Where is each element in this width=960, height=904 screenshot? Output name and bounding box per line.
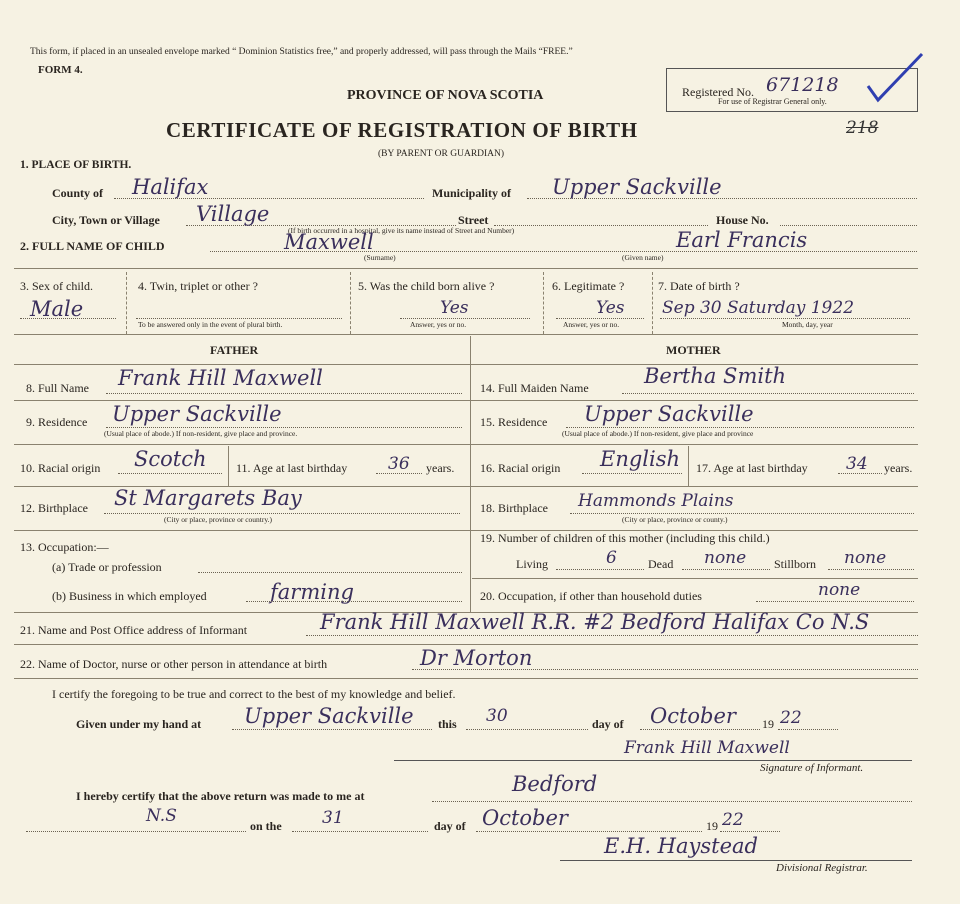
dob-label: 7. Date of birth ? bbox=[658, 279, 740, 293]
mother-name-label: 14. Full Maiden Name bbox=[480, 381, 589, 395]
registered-number: 671218 bbox=[766, 74, 839, 96]
certify-month: October bbox=[650, 704, 736, 728]
father-heading: FATHER bbox=[210, 343, 259, 357]
father-birthplace: St Margarets Bay bbox=[114, 486, 302, 510]
mother-occupation: none bbox=[818, 580, 861, 600]
trade-label: (a) Trade or profession bbox=[52, 560, 162, 574]
twin-label: 4. Twin, triplet or other ? bbox=[138, 279, 258, 293]
living-value: 6 bbox=[606, 548, 617, 568]
father-birthplace-note: (City or place, province or country.) bbox=[164, 515, 273, 524]
business-label: (b) Business in which employed bbox=[52, 589, 207, 603]
county-value: Halifax bbox=[132, 175, 209, 199]
registrar-use-note: For use of Registrar General only. bbox=[718, 97, 827, 106]
informant-signature: Frank Hill Maxwell bbox=[624, 738, 790, 758]
mother-name: Bertha Smith bbox=[644, 364, 787, 388]
stillborn-value: none bbox=[844, 548, 887, 568]
street-label: Street bbox=[458, 213, 489, 227]
child-surname: Maxwell bbox=[284, 230, 374, 254]
living-label: Living bbox=[516, 557, 548, 571]
hospital-note: (If birth occurred in a hospital, give its name instead of Street and Number) bbox=[288, 226, 515, 235]
born-alive-note: Answer, yes or no. bbox=[410, 320, 467, 329]
father-age: 36 bbox=[388, 454, 410, 474]
dead-label: Dead bbox=[648, 557, 674, 571]
registrar-year: 22 bbox=[722, 810, 744, 830]
father-name-label: 8. Full Name bbox=[26, 381, 89, 395]
father-birthplace-label: 12. Birthplace bbox=[20, 501, 88, 515]
stillborn-label: Stillborn bbox=[774, 557, 817, 571]
this-label: this bbox=[438, 717, 457, 731]
page-title: CERTIFICATE OF REGISTRATION OF BIRTH bbox=[166, 118, 638, 142]
mother-racial: English bbox=[600, 447, 681, 471]
sex-value: Male bbox=[30, 297, 84, 321]
mother-years-label: years. bbox=[884, 461, 913, 475]
day-of-label: day of bbox=[592, 717, 624, 731]
legitimate-label: 6. Legitimate ? bbox=[552, 279, 625, 293]
registrar-month: October bbox=[482, 806, 568, 830]
business-value: farming bbox=[270, 580, 354, 604]
county-label: County of bbox=[52, 186, 104, 200]
occupation-heading: 13. Occupation:— bbox=[20, 540, 109, 554]
mother-racial-label: 16. Racial origin bbox=[480, 461, 561, 475]
registrar-statement: I hereby certify that the above return was made to me at bbox=[76, 789, 365, 803]
certify-day: 30 bbox=[486, 706, 508, 726]
mother-birthplace-note: (City or place, province or county.) bbox=[622, 515, 728, 524]
dob-note: Month, day, year bbox=[782, 320, 833, 329]
place-of-birth-heading: 1. PLACE OF BIRTH. bbox=[20, 159, 132, 171]
father-name: Frank Hill Maxwell bbox=[118, 366, 323, 390]
mother-heading: MOTHER bbox=[666, 343, 721, 357]
certify-year: 22 bbox=[780, 708, 802, 728]
certify-year-prefix: 19 bbox=[762, 717, 774, 731]
child-given-name: Earl Francis bbox=[676, 228, 808, 252]
mother-birthplace: Hammonds Plains bbox=[578, 491, 734, 511]
check-mark-icon bbox=[860, 50, 930, 110]
signature-caption: Signature of Informant. bbox=[760, 762, 864, 774]
given-name-caption: (Given name) bbox=[622, 253, 664, 262]
doctor-value: Dr Morton bbox=[420, 646, 533, 670]
mother-age-label: 17. Age at last birthday bbox=[696, 461, 808, 475]
father-residence-note: (Usual place of abode.) If non-resident, give place and province. bbox=[104, 429, 298, 438]
province-heading: PROVINCE OF NOVA SCOTIA bbox=[347, 88, 544, 103]
struck-number: 218 bbox=[846, 118, 879, 138]
born-alive-label: 5. Was the child born alive ? bbox=[358, 279, 495, 293]
registrar-place: Bedford bbox=[512, 772, 598, 796]
twin-note: To be answered only in the event of plural birth. bbox=[138, 320, 283, 329]
registered-label: Registered No. bbox=[682, 85, 754, 99]
city-value: Village bbox=[196, 202, 270, 226]
born-alive-value: Yes bbox=[440, 298, 469, 318]
registrar-day-of-label: day of bbox=[434, 819, 466, 833]
child-name-label: 2. FULL NAME OF CHILD bbox=[20, 239, 165, 253]
mother-age: 34 bbox=[846, 454, 868, 474]
city-label: City, Town or Village bbox=[52, 213, 160, 227]
father-racial: Scotch bbox=[134, 447, 207, 471]
municipality-value: Upper Sackville bbox=[552, 175, 722, 199]
on-the-label: on the bbox=[250, 819, 282, 833]
legitimate-note: Answer, yes or no. bbox=[563, 320, 620, 329]
mother-birthplace-label: 18. Birthplace bbox=[480, 501, 548, 515]
registrar-day: 31 bbox=[322, 808, 344, 828]
father-residence: Upper Sackville bbox=[112, 402, 282, 426]
form-number: FORM 4. bbox=[38, 64, 83, 76]
given-label: Given under my hand at bbox=[76, 717, 202, 731]
house-number-label: House No. bbox=[716, 213, 769, 227]
sex-label: 3. Sex of child. bbox=[20, 279, 93, 293]
father-residence-label: 9. Residence bbox=[26, 415, 88, 429]
registrar-province: N.S bbox=[146, 806, 177, 826]
mail-notice: This form, if placed in an unsealed envelope marked “ Dominion Statistics free,” and properly addressed, will pass through the Mails “FREE.” bbox=[30, 47, 573, 57]
dead-value: none bbox=[704, 548, 747, 568]
father-years-label: years. bbox=[426, 461, 455, 475]
mother-residence-label: 15. Residence bbox=[480, 415, 548, 429]
doctor-label: 22. Name of Doctor, nurse or other person in attendance at birth bbox=[20, 657, 328, 671]
informant-value: Frank Hill Maxwell R.R. #2 Bedford Halifax Co N.S bbox=[320, 610, 870, 634]
father-age-label: 11. Age at last birthday bbox=[236, 461, 348, 475]
surname-caption: (Surname) bbox=[364, 253, 396, 262]
father-racial-label: 10. Racial origin bbox=[20, 461, 101, 475]
children-label: 19. Number of children of this mother (including this child.) bbox=[480, 531, 770, 545]
certify-place: Upper Sackville bbox=[244, 704, 414, 728]
page-subtitle: (BY PARENT OR GUARDIAN) bbox=[378, 149, 505, 159]
legitimate-value: Yes bbox=[596, 298, 625, 318]
mother-residence: Upper Sackville bbox=[584, 402, 754, 426]
certify-statement: I certify the foregoing to be true and correct to the best of my knowledge and belief. bbox=[52, 687, 456, 701]
dob-value: Sep 30 Saturday 1922 bbox=[662, 298, 855, 318]
registrar-year-prefix: 19 bbox=[706, 819, 718, 833]
registrar-caption: Divisional Registrar. bbox=[776, 862, 868, 874]
mother-occupation-label: 20. Occupation, if other than household duties bbox=[480, 589, 702, 603]
mother-residence-note: (Usual place of abode.) If non-resident, give place and province bbox=[562, 429, 754, 438]
informant-label: 21. Name and Post Office address of Informant bbox=[20, 623, 248, 637]
municipality-label: Municipality of bbox=[432, 186, 512, 200]
registrar-signature: E.H. Haystead bbox=[604, 834, 758, 858]
